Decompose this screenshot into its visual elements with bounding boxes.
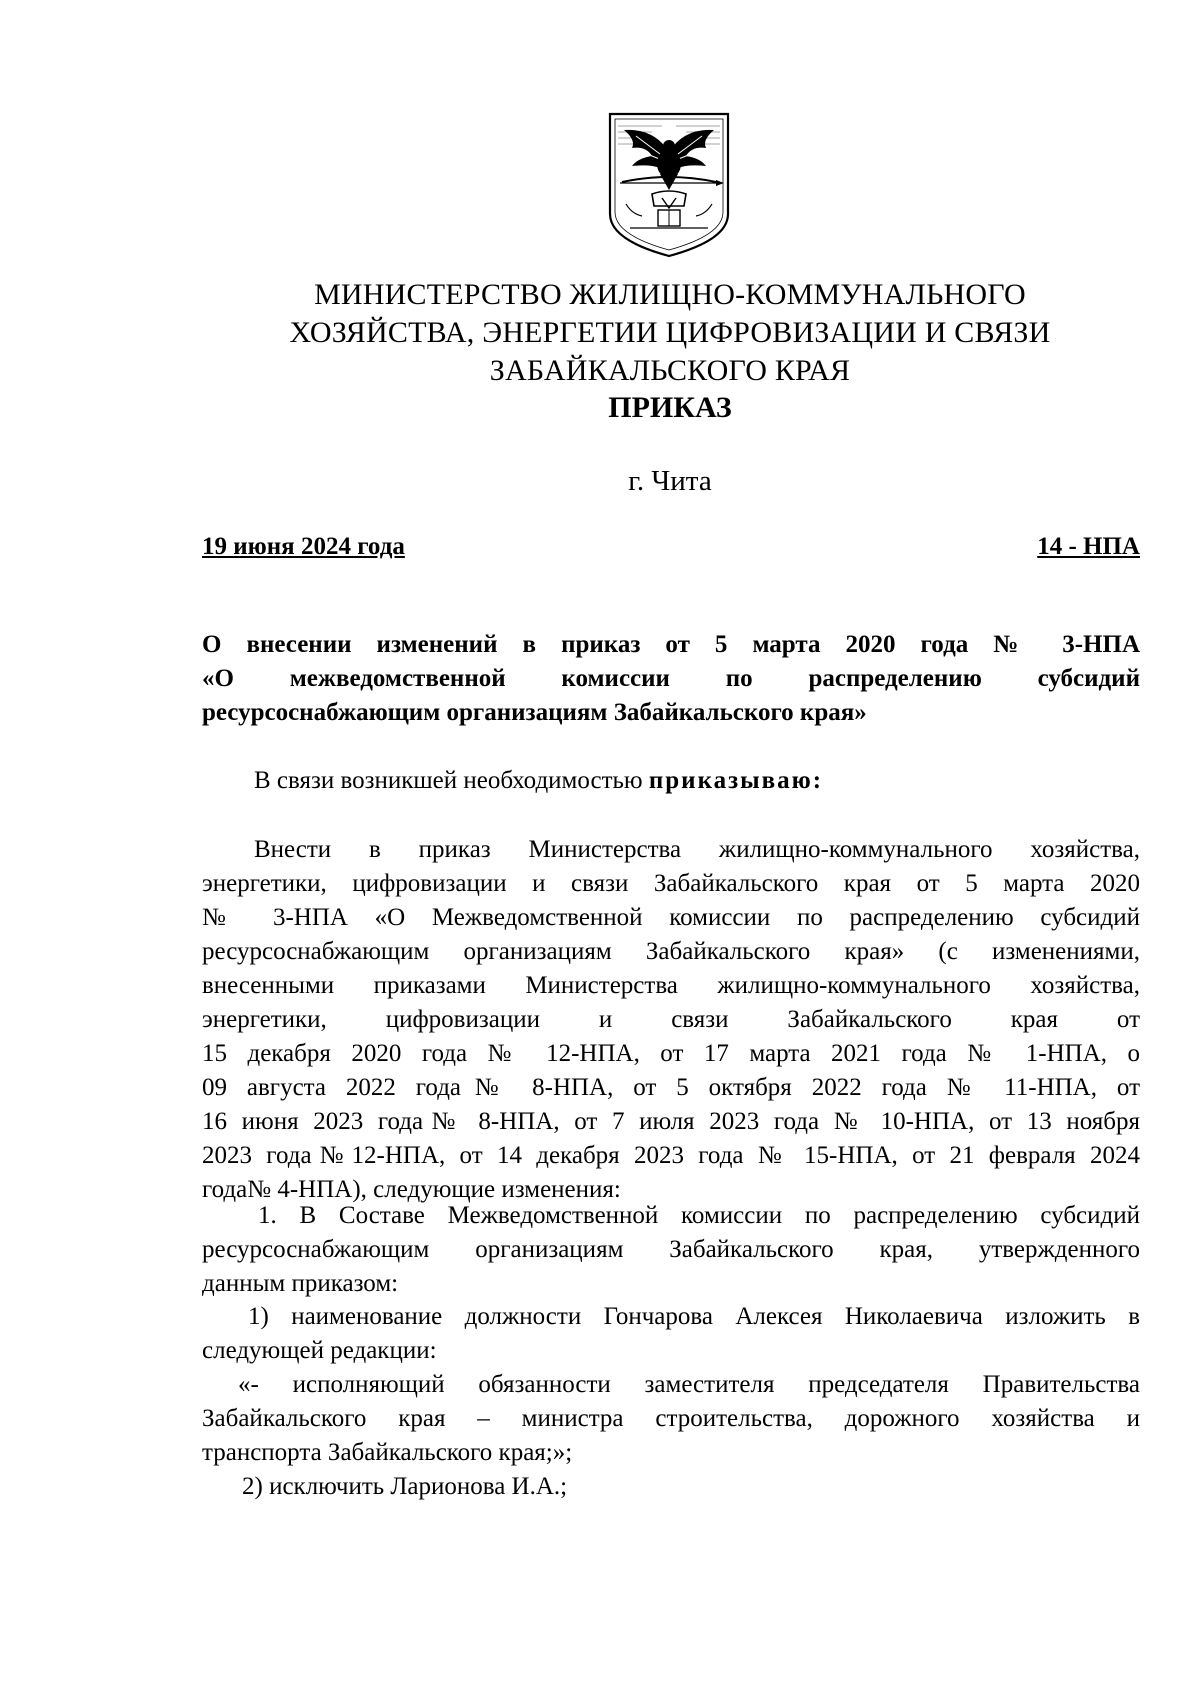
item-1-subitem-2	[202, 1470, 1140, 1504]
order-date: 19 июня 2024 года	[202, 533, 405, 560]
item-1-line-2: ресурсоснабжающим организациям Забайкальского края, утвержденного	[202, 1236, 1140, 1263]
document-type-title: ПРИКАЗ	[608, 391, 732, 424]
item-1-line-3: данным приказом:	[202, 1270, 399, 1297]
main-line-3: № 3-НПА «О Межведомственной комиссии по распределению субсидий	[202, 904, 1140, 931]
main-line-5: внесенными приказами Министерства жилищно-коммунального хозяйства,	[202, 972, 1140, 999]
subject-line-2: «О межведомственной комиссии по распределению субсидий	[202, 665, 1140, 692]
order-subject	[202, 628, 1140, 730]
main-line-6: энергетики, цифровизации и связи Забайкальского края от	[202, 1006, 1140, 1033]
preamble-text: В связи возникшей необходимостью	[254, 767, 649, 794]
coat-of-arms-emblem	[602, 110, 736, 260]
order-number: 14 - НПА	[1037, 533, 1140, 560]
subitem-2-line-1: 2) исключить Ларионова И.А.;	[242, 1473, 568, 1500]
quote-line-2: Забайкальского края – министра строительства, дорожного хозяйства и	[202, 1405, 1140, 1432]
new-position-quote	[202, 1368, 1140, 1470]
issue-city: г. Чита	[628, 465, 712, 497]
quote-line-1: «- исполняющий обязанности заместителя председателя Правительства	[238, 1371, 1140, 1398]
main-line-1: Внести в приказ Министерства жилищно-коммунального хозяйства,	[254, 836, 1140, 863]
main-line-9: 16 июня 2023 года№ 8-НПА, от 7 июля 2023 года № 10-НПА, от 13 ноября	[202, 1108, 1140, 1135]
subitem-1-line-2: следующей редакции:	[202, 1337, 437, 1364]
main-line-10: 2023 года№12-НПА, от 14 декабря 2023 года № 15-НПА, от 21 февраля 2024	[202, 1142, 1140, 1169]
main-line-11: года№ 4-НПА), следующие изменения:	[202, 1176, 621, 1203]
item-1-line-1: 1. В Составе Межведомственной комиссии по распределению субсидий	[258, 1202, 1140, 1229]
main-line-8: 09 августа 2022 года№ 8-НПА, от 5 октября 2022 года № 11-НПА, от	[202, 1074, 1140, 1101]
main-paragraph	[202, 833, 1140, 1207]
preamble	[254, 764, 823, 798]
ministry-name	[200, 276, 1140, 390]
ministry-line-2: ХОЗЯЙСТВА, ЭНЕРГЕТИИ ЦИФРОВИЗАЦИИ И СВЯЗИ	[289, 316, 1051, 349]
ministry-line-3: ЗАБАЙКАЛЬСКОГО КРАЯ	[489, 354, 851, 387]
subject-line-3: ресурсоснабжающим организациям Забайкальского края»	[202, 699, 867, 726]
preamble-directive: приказываю:	[648, 767, 824, 794]
ministry-line-1: МИНИСТЕРСТВО ЖИЛИЩНО-КОММУНАЛЬНОГО	[314, 278, 1026, 311]
main-line-7: 15 декабря 2020 года № 12-НПА, от 17 марта 2021 года № 1-НПА, о	[202, 1040, 1140, 1067]
main-line-4: ресурсоснабжающим организациям Забайкальского края» (с изменениями,	[202, 938, 1140, 965]
main-line-2: энергетики, цифровизации и связи Забайкальского края от 5 марта 2020	[202, 870, 1140, 897]
quote-line-3: транспорта Забайкальского края;»;	[202, 1439, 573, 1466]
item-1	[202, 1199, 1140, 1301]
item-1-subitem-1	[202, 1300, 1140, 1368]
subject-line-1: О внесении изменений в приказ от 5 марта 2020 года № 3-НПА	[202, 631, 1140, 658]
subitem-1-line-1: 1) наименование должности Гончарова Алексея Николаевича изложить в	[248, 1303, 1140, 1330]
